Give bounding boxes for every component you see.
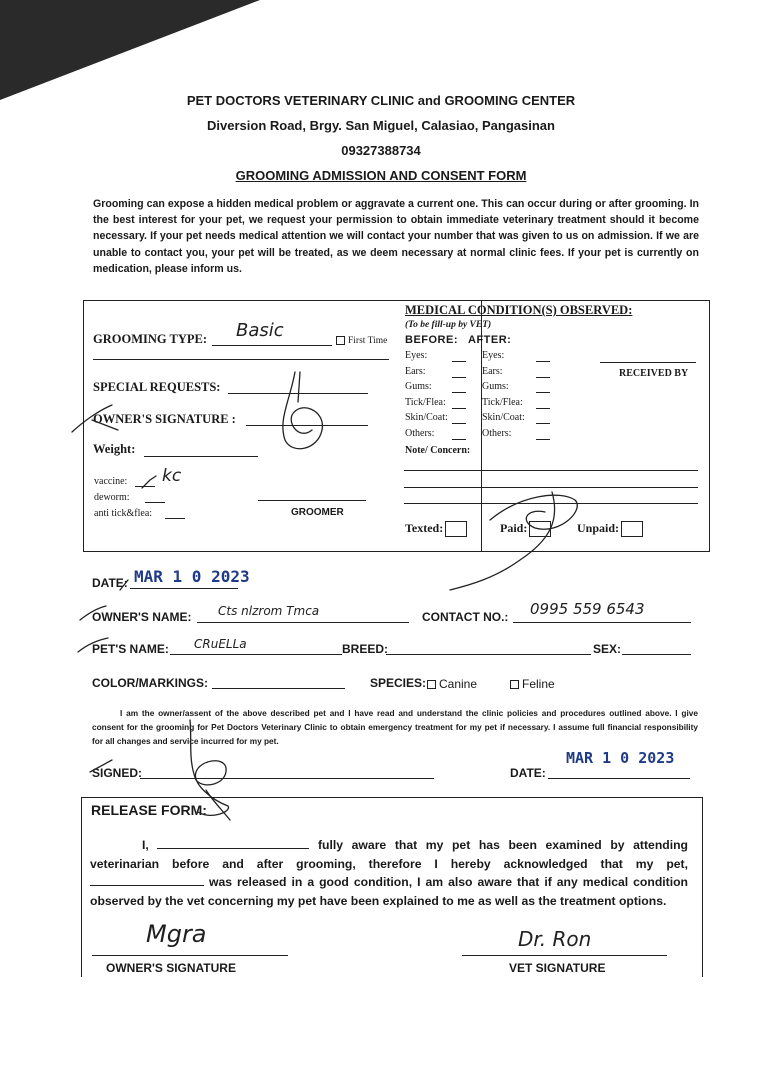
date-label: DATE: bbox=[92, 576, 128, 590]
received-by-line[interactable] bbox=[600, 362, 696, 363]
before-condition: Gums: bbox=[405, 381, 432, 393]
unpaid-checkbox[interactable] bbox=[621, 521, 643, 537]
signed-field[interactable] bbox=[140, 778, 434, 779]
grooming-type-field[interactable] bbox=[212, 345, 332, 346]
unpaid-label: Unpaid: bbox=[577, 521, 620, 535]
after-label: AFTER: bbox=[468, 334, 512, 346]
date-stamp: MAR 1 0 2023 bbox=[134, 567, 250, 586]
date-field[interactable] bbox=[130, 588, 238, 589]
signed-date-label: DATE: bbox=[510, 766, 546, 780]
pet-name-field[interactable] bbox=[170, 654, 342, 655]
clinic-phone: 09327388734 bbox=[341, 143, 421, 158]
after-condition: Tick/Flea: bbox=[482, 396, 523, 408]
vaccine-field[interactable] bbox=[135, 486, 155, 487]
contact-field[interactable] bbox=[513, 622, 691, 623]
groomer-line[interactable] bbox=[258, 500, 366, 501]
after-condition: Ears: bbox=[482, 365, 503, 377]
owner-name-value: Cts nlzrom Tmca bbox=[218, 604, 320, 618]
release-owner-signature: Mgra bbox=[146, 920, 207, 948]
clinic-name: PET DOCTORS VETERINARY CLINIC and GROOMING CENTER bbox=[186, 93, 576, 108]
owner-name-label: OWNER'S NAME: bbox=[92, 610, 192, 624]
breed-field[interactable] bbox=[386, 654, 591, 655]
note-line-1[interactable] bbox=[404, 470, 698, 471]
weight-label: Weight: bbox=[93, 442, 136, 456]
before-condition: Skin/Coat: bbox=[405, 412, 448, 424]
release-text bbox=[90, 836, 688, 910]
owner-signature-field[interactable] bbox=[246, 425, 368, 426]
pet-name-value: CRuELLa bbox=[194, 637, 247, 651]
unpaid-option[interactable] bbox=[577, 521, 643, 537]
before-condition: Others: bbox=[405, 428, 435, 439]
release-i-label: I, bbox=[142, 838, 149, 852]
note-line-2[interactable] bbox=[404, 487, 698, 488]
received-by-label: RECEIVED BY bbox=[619, 368, 689, 379]
species-canine-option[interactable] bbox=[427, 677, 477, 691]
sex-field[interactable] bbox=[622, 654, 691, 655]
release-pet-name-field[interactable] bbox=[90, 884, 204, 886]
form-title: GROOMING ADMISSION AND CONSENT FORM bbox=[235, 168, 527, 183]
after-condition-field[interactable] bbox=[536, 377, 550, 378]
texted-checkbox[interactable] bbox=[445, 521, 467, 537]
texted-label: Texted: bbox=[405, 521, 444, 535]
texted-option[interactable] bbox=[405, 521, 467, 537]
before-condition: Eyes: bbox=[405, 350, 428, 361]
release-owner-signature-label: OWNER'S SIGNATURE bbox=[106, 961, 236, 975]
vaccine-label: vaccine: bbox=[94, 476, 128, 487]
note-line-3[interactable] bbox=[404, 503, 698, 504]
deworm-label: deworm: bbox=[94, 492, 130, 503]
after-condition-field[interactable] bbox=[536, 439, 550, 440]
release-vet-signature: Dr. Ron bbox=[518, 927, 592, 951]
after-condition-field[interactable] bbox=[536, 408, 550, 409]
scan-shadow bbox=[0, 0, 260, 100]
signed-date-stamp: MAR 1 0 2023 bbox=[566, 749, 675, 767]
clinic-address: Diversion Road, Brgy. San Miguel, Calasiao, Pangasinan bbox=[207, 118, 555, 133]
first-time-label: First Time bbox=[348, 336, 388, 346]
species-label: SPECIES: bbox=[370, 676, 427, 690]
signed-date-field[interactable] bbox=[548, 778, 690, 779]
before-condition-field[interactable] bbox=[452, 392, 466, 393]
contact-value: 0995 559 6543 bbox=[530, 600, 645, 618]
paid-checkbox[interactable] bbox=[529, 521, 551, 537]
grooming-type-value: Basic bbox=[236, 320, 284, 341]
first-time-option[interactable] bbox=[336, 336, 387, 346]
after-condition-field[interactable] bbox=[536, 361, 550, 362]
before-label: BEFORE: bbox=[405, 334, 458, 346]
canine-label: Canine bbox=[439, 677, 478, 691]
after-condition-field[interactable] bbox=[536, 392, 550, 393]
paid-label: Paid: bbox=[500, 521, 528, 535]
before-condition-field[interactable] bbox=[452, 439, 466, 440]
before-condition: Ears: bbox=[405, 365, 426, 377]
breed-label: BREED: bbox=[342, 642, 389, 656]
consent-paragraph: I am the owner/assent of the above described pet and I have read and understand the clinic policies and procedures outlined above. I give consent for the grooming for Pet Doctors Veterinary Clinic to obtain emergency treatment for my pet if necessary. I assume full financial responsibility for all changes and service incurred for my pet. bbox=[92, 708, 698, 746]
release-text-part2: was released in a good condition, I am also aware that if any medical condition observed by the vet concerning my pet have been explained to me as well as the treatment options. bbox=[90, 875, 688, 908]
species-feline-option[interactable] bbox=[510, 677, 555, 691]
paid-option[interactable] bbox=[500, 521, 551, 537]
signed-label: SIGNED: bbox=[92, 766, 143, 780]
after-condition: Eyes: bbox=[482, 350, 505, 361]
pet-name-label: PET'S NAME: bbox=[92, 642, 169, 656]
after-condition: Gums: bbox=[482, 381, 509, 393]
color-field[interactable] bbox=[212, 688, 345, 689]
owner-name-field[interactable] bbox=[197, 622, 409, 623]
before-condition-field[interactable] bbox=[452, 408, 466, 409]
before-condition-field[interactable] bbox=[452, 361, 466, 362]
first-time-checkbox[interactable] bbox=[336, 336, 345, 345]
anti-tick-field[interactable] bbox=[165, 518, 185, 519]
special-requests-label: SPECIAL REQUESTS: bbox=[93, 380, 221, 394]
special-requests-field[interactable] bbox=[228, 393, 368, 394]
deworm-field[interactable] bbox=[145, 502, 165, 503]
feline-label: Feline bbox=[522, 677, 555, 691]
release-owner-name-field[interactable] bbox=[157, 847, 309, 849]
release-text-part1: fully aware that my pet has been examined by attending veterinarian before and after grooming, therefore I hereby acknowledged that my pet, bbox=[90, 838, 688, 871]
before-condition-field[interactable] bbox=[452, 423, 466, 424]
sex-label: SEX: bbox=[593, 642, 622, 656]
contact-label: CONTACT NO.: bbox=[422, 610, 509, 624]
medical-title: MEDICAL CONDITION(S) OBSERVED: bbox=[405, 303, 633, 317]
color-label: COLOR/MARKINGS: bbox=[92, 676, 208, 690]
anti-tick-label: anti tick&flea: bbox=[94, 508, 153, 519]
before-condition-field[interactable] bbox=[452, 377, 466, 378]
after-condition-field[interactable] bbox=[536, 423, 550, 424]
grooming-type-label: GROOMING TYPE: bbox=[93, 332, 208, 346]
medical-subtitle: (To be fill-up by VET) bbox=[405, 320, 492, 330]
after-condition: Skin/Coat: bbox=[482, 412, 525, 424]
vaccine-value: kc bbox=[162, 466, 182, 486]
weight-field[interactable] bbox=[144, 456, 258, 457]
grooming-type-line2 bbox=[93, 359, 389, 360]
intro-paragraph: Grooming can expose a hidden medical problem or aggravate a current one. This can occur during or after grooming. In the best interest for your pet, we request your permission to obtain immediate veterinary treatment should it become necessary. If your pet needs medical attention we will contact your number that was given to us on admission. If we are unable to contact you, your pet will be treated, as we deem necessary at normal clinic fees. If your pet is currently on medication, please inform us. bbox=[93, 198, 699, 275]
release-title: RELEASE FORM: bbox=[91, 802, 207, 818]
before-condition: Tick/Flea: bbox=[405, 396, 446, 408]
owner-signature-label: OWNER'S SIGNATURE : bbox=[93, 412, 236, 426]
feline-checkbox[interactable] bbox=[510, 680, 519, 689]
release-owner-signature-line[interactable] bbox=[92, 955, 288, 956]
release-vet-signature-label: VET SIGNATURE bbox=[509, 961, 606, 975]
groomer-label: GROOMER bbox=[291, 507, 344, 518]
canine-checkbox[interactable] bbox=[427, 680, 436, 689]
after-condition: Others: bbox=[482, 428, 512, 439]
note-label: Note/ Concern: bbox=[405, 445, 471, 456]
release-vet-signature-line[interactable] bbox=[462, 955, 667, 956]
